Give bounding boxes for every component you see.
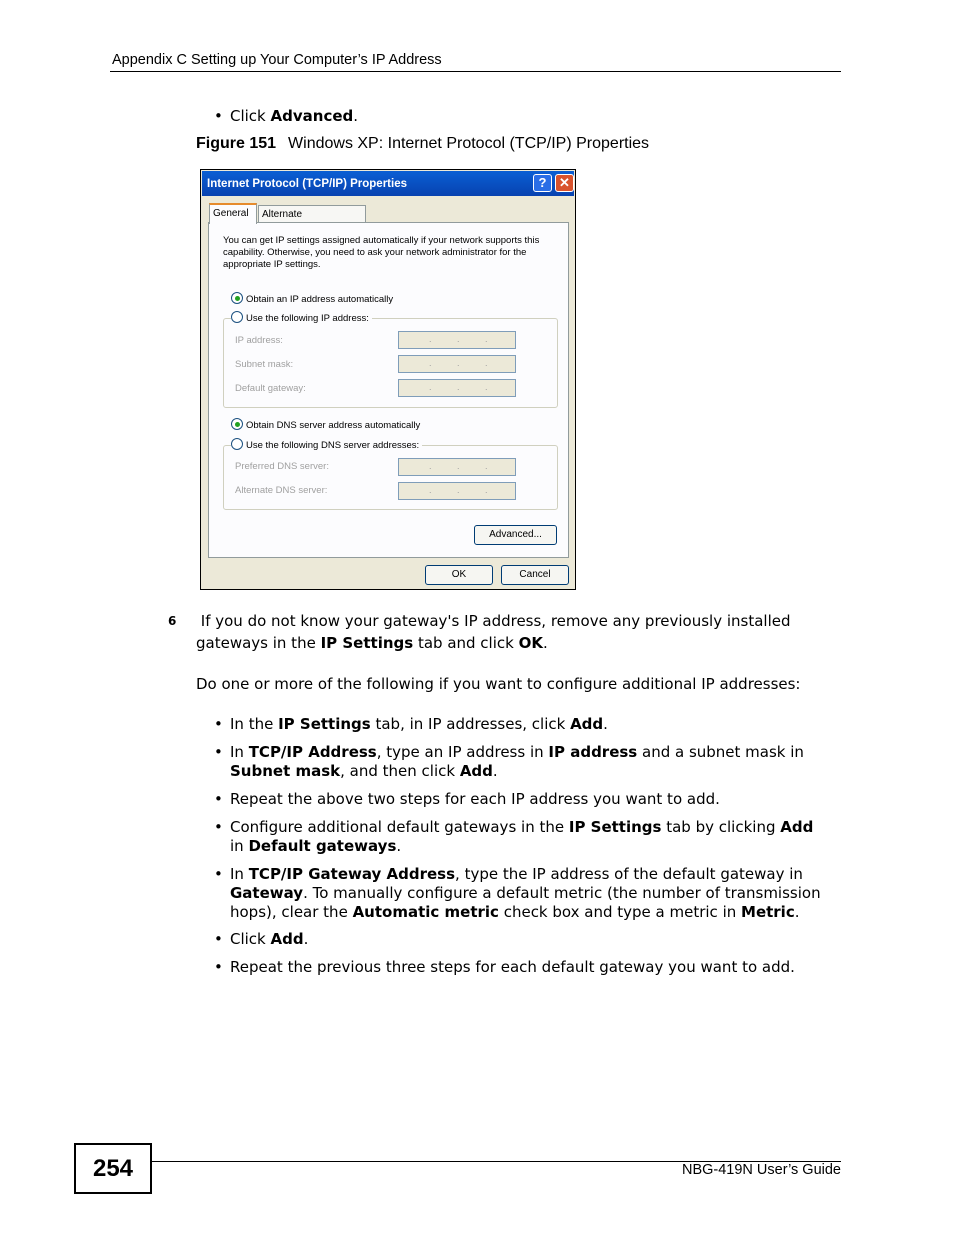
- preferred-dns-input[interactable]: . . .: [398, 458, 516, 476]
- dialog-titlebar: [202, 171, 574, 196]
- bullet-item: • Click Add.: [214, 930, 309, 948]
- bullet-item: • In TCP/IP Address, type an IP address in IP address and a subnet mask in Subnet mask, and then click Add.: [214, 743, 804, 780]
- radio-use-following-dns[interactable]: Use the following DNS server addresses:: [231, 438, 422, 451]
- radio-selected-icon: [231, 292, 243, 304]
- bullet-item: • Repeat the previous three steps for each default gateway you want to add.: [214, 958, 795, 976]
- help-icon: ?: [538, 175, 547, 190]
- radio-selected-icon: [231, 418, 243, 430]
- help-button[interactable]: [533, 174, 552, 192]
- page-number: 254: [74, 1143, 152, 1194]
- subnet-mask-input[interactable]: . . .: [398, 355, 516, 373]
- radio-unselected-icon: [231, 311, 243, 323]
- bullet-item: • Configure additional default gateways in the IP Settings tab by clicking Add in Default gateways.: [214, 818, 814, 855]
- close-icon: ✕: [559, 175, 570, 190]
- radio-obtain-ip-auto[interactable]: Obtain an IP address automatically: [231, 292, 393, 305]
- guide-title: NBG-419N User’s Guide: [681, 1162, 841, 1178]
- ip-address-input[interactable]: . . .: [398, 331, 516, 349]
- step-6-line-1: If you do not know your gateway's IP address, remove any previously installed: [196, 612, 791, 630]
- figure-number: Figure 151: [196, 135, 277, 152]
- tab-general[interactable]: General: [209, 203, 257, 224]
- bullet-click-advanced: • Click Advanced.: [214, 107, 359, 125]
- default-gateway-input[interactable]: . . .: [398, 379, 516, 397]
- bullet-item: • Repeat the above two steps for each IP address you want to add.: [214, 790, 720, 808]
- dialog-title: Internet Protocol (TCP/IP) Properties: [207, 178, 407, 190]
- advanced-button[interactable]: Advanced...: [474, 525, 557, 545]
- tcpip-properties-dialog: [200, 169, 576, 590]
- intro-paragraph: Do one or more of the following if you want to configure additional IP addresses:: [196, 675, 801, 693]
- step-number: 6: [168, 614, 177, 628]
- close-button[interactable]: [555, 174, 574, 192]
- radio-use-following-ip[interactable]: Use the following IP address:: [231, 311, 372, 324]
- tab-alternate-configuration[interactable]: Alternate: [258, 205, 366, 224]
- figure-title: Windows XP: Internet Protocol (TCP/IP) Properties: [288, 135, 650, 152]
- subnet-mask-label: Subnet mask:: [235, 359, 294, 370]
- running-header: Appendix C Setting up Your Computer’s IP Address: [112, 52, 442, 68]
- cancel-button[interactable]: Cancel: [501, 565, 569, 585]
- preferred-dns-label: Preferred DNS server:: [235, 461, 329, 472]
- settings-description: You can get IP settings assigned automatically if your network supports this capability. Otherwise, you need to ask your network administrator for the appropriate IP settings.: [223, 235, 540, 270]
- radio-unselected-icon: [231, 438, 243, 450]
- figure-caption: [196, 135, 649, 153]
- ip-address-label: IP address:: [235, 335, 283, 346]
- alternate-dns-label: Alternate DNS server:: [235, 485, 328, 496]
- bullet-item: • In the IP Settings tab, in IP addresses, click Add.: [214, 715, 608, 733]
- default-gateway-label: Default gateway:: [235, 383, 306, 394]
- header-rule: [110, 71, 841, 72]
- dns-server-group: [223, 445, 558, 510]
- radio-obtain-dns-auto[interactable]: Obtain DNS server address automatically: [231, 418, 420, 431]
- general-tab-panel: [208, 222, 569, 558]
- step-6-line-2: gateways in the IP Settings tab and click OK.: [196, 634, 548, 652]
- alternate-dns-input[interactable]: . . .: [398, 482, 516, 500]
- ok-button[interactable]: OK: [425, 565, 493, 585]
- bullet-item: • In TCP/IP Gateway Address, type the IP address of the default gateway in Gateway. To manually configure a default metric (the number of transmission hops), clear the Automatic metric check box and type a metric in Metric.: [214, 865, 821, 921]
